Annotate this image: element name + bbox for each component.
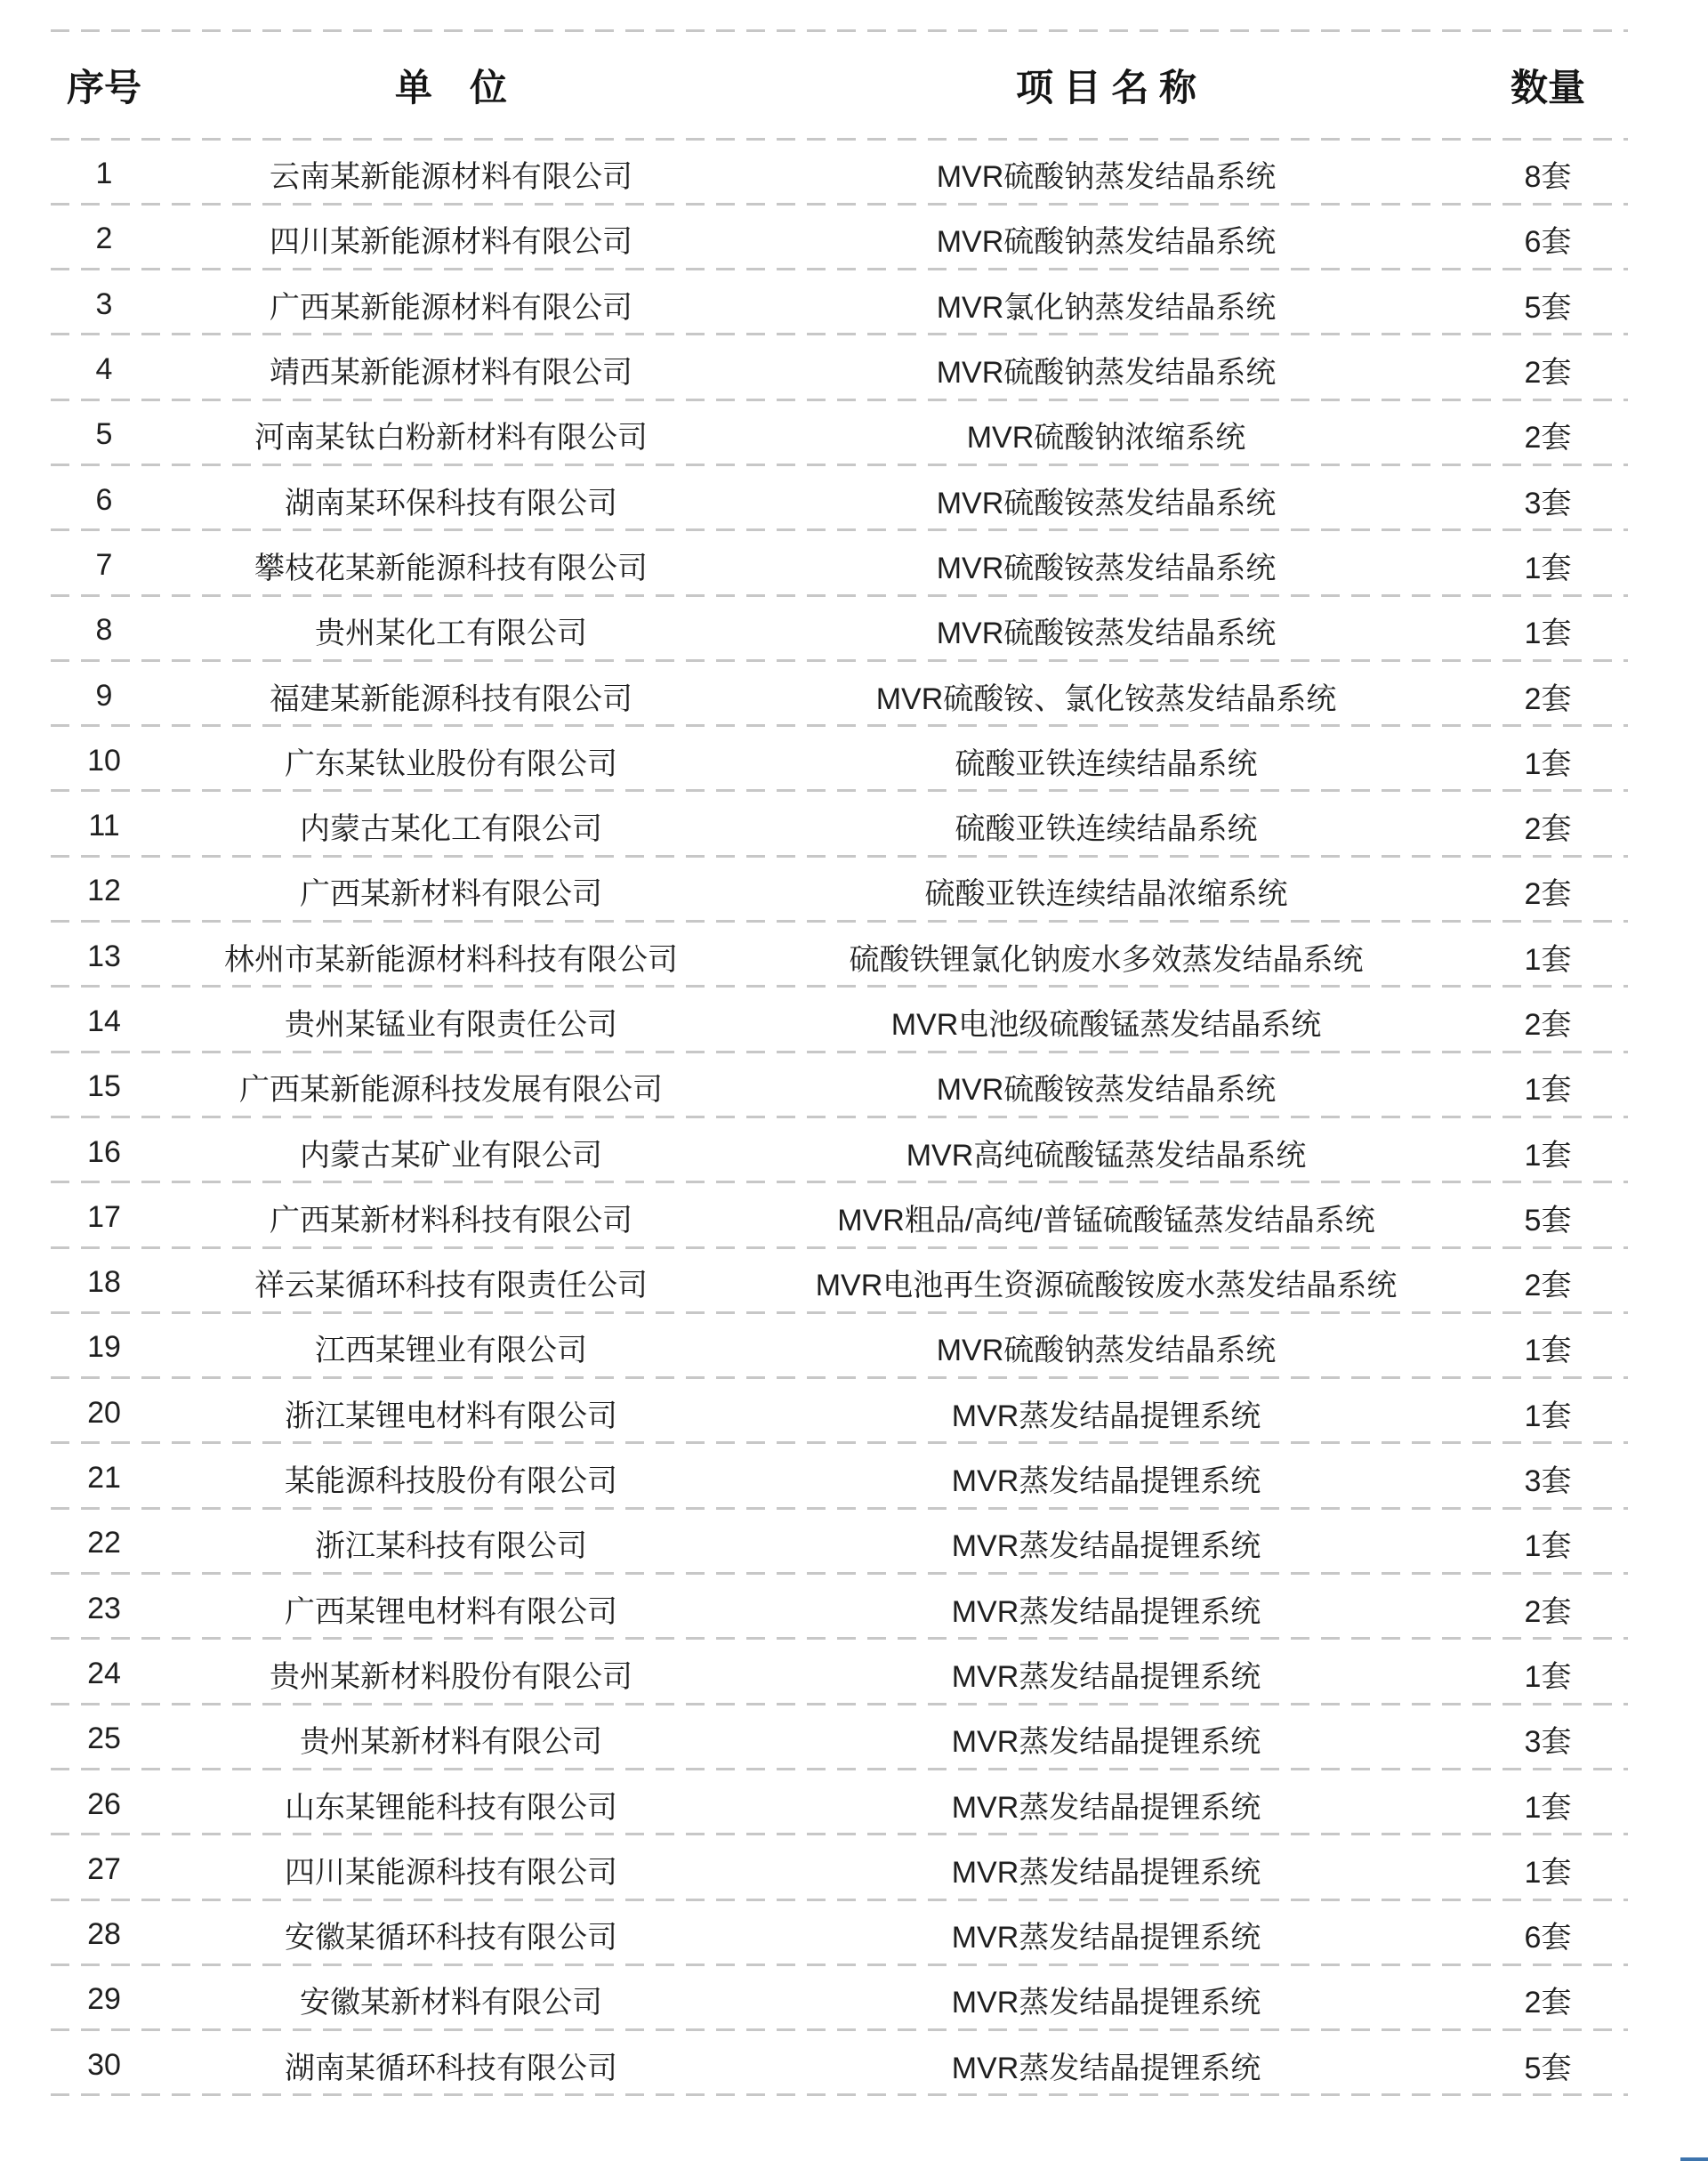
- cell-quantity: 2套: [1524, 1986, 1572, 2020]
- cell-company: 广西某锂电材料有限公司: [285, 1594, 617, 1629]
- cell-quantity: 8套: [1524, 160, 1572, 195]
- table-row: [51, 1052, 1628, 1117]
- table-row: [51, 335, 1628, 399]
- table-row: [51, 987, 1628, 1052]
- cell-company: 湖南某环保科技有限公司: [285, 486, 617, 520]
- table-row: [51, 922, 1628, 987]
- cell-company: 四川某能源科技有限公司: [285, 1855, 617, 1890]
- table-row: [51, 1834, 1628, 1899]
- cell-company: 广西某新材料有限公司: [300, 877, 602, 912]
- table-row: [51, 1312, 1628, 1377]
- table-row: [51, 1704, 1628, 1769]
- table-row: [51, 1247, 1628, 1312]
- cell-project: MVR硫酸铵蒸发结晶系统: [936, 486, 1277, 520]
- cell-company: 云南某新能源材料有限公司: [270, 160, 632, 195]
- table-row: [51, 660, 1628, 725]
- cell-quantity: 1套: [1524, 617, 1572, 651]
- cell-index: 13: [87, 939, 121, 973]
- cell-quantity: 3套: [1524, 486, 1572, 520]
- cell-quantity: 6套: [1524, 1921, 1572, 1955]
- cell-project: MVR硫酸钠蒸发结晶系统: [936, 225, 1277, 260]
- cell-project: MVR蒸发结晶提锂系统: [951, 1986, 1261, 2020]
- column-header-company: 单 位: [394, 67, 507, 109]
- cell-company: 贵州某化工有限公司: [315, 617, 587, 651]
- cell-quantity: 2套: [1524, 1594, 1572, 1629]
- cell-quantity: 1套: [1524, 1855, 1572, 1890]
- cell-company: 浙江某科技有限公司: [315, 1529, 587, 1564]
- cell-quantity: 1套: [1524, 1529, 1572, 1564]
- cell-index: 14: [87, 1004, 121, 1038]
- cell-index: 28: [87, 1917, 121, 1952]
- table-row: [51, 595, 1628, 660]
- cell-project: 硫酸亚铁连续结晶系统: [955, 812, 1258, 847]
- cell-quantity: 1套: [1524, 942, 1572, 977]
- cell-quantity: 2套: [1524, 812, 1572, 847]
- cell-company: 某能源科技股份有限公司: [285, 1464, 617, 1499]
- cell-index: 17: [87, 1199, 121, 1234]
- cell-project: MVR蒸发结晶提锂系统: [951, 1594, 1261, 1629]
- cell-index: 11: [88, 809, 120, 843]
- table-row: [51, 1574, 1628, 1639]
- table-row: [51, 530, 1628, 595]
- cell-quantity: 1套: [1524, 1138, 1572, 1173]
- cell-company: 靖西某新能源材料有限公司: [270, 356, 632, 391]
- table-row: [51, 791, 1628, 856]
- cell-project: MVR硫酸铵、氯化铵蒸发结晶系统: [875, 681, 1337, 716]
- cell-project: MVR硫酸钠蒸发结晶系统: [936, 356, 1277, 391]
- cell-company: 江西某锂业有限公司: [315, 1334, 587, 1368]
- cell-index: 9: [95, 678, 113, 713]
- cell-index: 4: [95, 352, 113, 387]
- cell-project: 硫酸亚铁连续结晶浓缩系统: [924, 877, 1288, 912]
- cell-quantity: 3套: [1524, 1725, 1572, 1760]
- table-row: [51, 1117, 1628, 1181]
- column-header-index: 序号: [66, 67, 141, 109]
- cell-quantity: 1套: [1524, 1790, 1572, 1825]
- cell-project: MVR硫酸钠浓缩系统: [966, 421, 1246, 456]
- table-row: [51, 1443, 1628, 1508]
- cell-company: 林州市某新能源材料科技有限公司: [224, 942, 678, 977]
- cell-company: 内蒙古某化工有限公司: [300, 812, 602, 847]
- cell-project: MVR硫酸铵蒸发结晶系统: [936, 1073, 1277, 1108]
- cell-quantity: 2套: [1524, 421, 1572, 456]
- cell-index: 2: [95, 222, 113, 256]
- cell-company: 广西某新能源科技发展有限公司: [239, 1073, 663, 1108]
- cell-project: MVR电池再生资源硫酸铵废水蒸发结晶系统: [815, 1269, 1398, 1303]
- cell-quantity: 6套: [1524, 225, 1572, 260]
- cell-company: 福建某新能源科技有限公司: [270, 681, 632, 716]
- cell-project: MVR蒸发结晶提锂系统: [951, 1855, 1261, 1890]
- table-body: [51, 139, 1628, 2095]
- table-row: [51, 464, 1628, 529]
- cell-company: 安徽某新材料有限公司: [300, 1986, 602, 2020]
- cell-project: MVR高纯硫酸锰蒸发结晶系统: [906, 1138, 1307, 1173]
- cell-company: 广西某新材料科技有限公司: [270, 1203, 632, 1238]
- cell-project: MVR硫酸钠蒸发结晶系统: [936, 160, 1277, 195]
- cell-project: 硫酸亚铁连续结晶系统: [955, 746, 1258, 781]
- cell-quantity: 1套: [1524, 746, 1572, 781]
- cell-company: 广东某钛业股份有限公司: [285, 746, 617, 781]
- cell-quantity: 1套: [1524, 1399, 1572, 1433]
- cell-quantity: 5套: [1524, 2051, 1572, 2085]
- cell-project: MVR蒸发结晶提锂系统: [951, 1529, 1261, 1564]
- cell-index: 18: [87, 1265, 121, 1300]
- cell-project: MVR蒸发结晶提锂系统: [951, 1464, 1261, 1499]
- cell-index: 7: [95, 547, 113, 582]
- cell-project: MVR蒸发结晶提锂系统: [951, 1921, 1261, 1955]
- cell-index: 5: [95, 417, 113, 452]
- cell-index: 15: [87, 1069, 121, 1104]
- table-row: [51, 270, 1628, 335]
- cell-quantity: 2套: [1524, 877, 1572, 912]
- table-row: [51, 1182, 1628, 1247]
- cell-company: 四川某新能源材料有限公司: [270, 225, 632, 260]
- cell-index: 6: [95, 482, 113, 517]
- cell-quantity: 1套: [1524, 1073, 1572, 1108]
- table-header-row: [51, 32, 1628, 139]
- cell-quantity: 2套: [1524, 681, 1572, 716]
- cell-company: 河南某钛白粉新材料有限公司: [254, 421, 648, 456]
- cell-index: 10: [87, 743, 121, 778]
- cell-quantity: 1套: [1524, 1659, 1572, 1694]
- column-header-project: 项 目 名 称: [1015, 67, 1196, 109]
- cell-company: 安徽某循环科技有限公司: [285, 1921, 617, 1955]
- table-row: [51, 1639, 1628, 1704]
- cell-index: 24: [87, 1656, 121, 1690]
- cell-project: MVR蒸发结晶提锂系统: [951, 1790, 1261, 1825]
- column-header-quantity: 数量: [1510, 67, 1585, 109]
- project-reference-table: [51, 29, 1628, 2095]
- cell-quantity: 2套: [1524, 1008, 1572, 1042]
- table-row: [51, 1508, 1628, 1573]
- cell-index: 19: [87, 1330, 121, 1365]
- cell-quantity: 3套: [1524, 1464, 1572, 1499]
- cell-company: 祥云某循环科技有限责任公司: [254, 1269, 648, 1303]
- cell-project: MVR蒸发结晶提锂系统: [951, 1399, 1261, 1433]
- cell-company: 贵州某新材料有限公司: [300, 1725, 602, 1760]
- cell-company: 内蒙古某矿业有限公司: [300, 1138, 602, 1173]
- cell-company: 广西某新能源材料有限公司: [270, 290, 632, 325]
- cell-index: 8: [95, 613, 113, 648]
- cell-project: MVR粗品/高纯/普锰硫酸锰蒸发结晶系统: [837, 1203, 1375, 1238]
- cell-index: 23: [87, 1591, 121, 1625]
- table-row: [51, 139, 1628, 204]
- cell-project: MVR蒸发结晶提锂系统: [951, 1725, 1261, 1760]
- cell-company: 贵州某锰业有限责任公司: [285, 1008, 617, 1042]
- cell-index: 1: [95, 157, 113, 191]
- table-row: [51, 2030, 1628, 2095]
- cell-project: MVR蒸发结晶提锂系统: [951, 1659, 1261, 1694]
- cell-index: 21: [87, 1461, 121, 1496]
- cell-quantity: 5套: [1524, 1203, 1572, 1238]
- cell-quantity: 1套: [1524, 551, 1572, 585]
- cell-quantity: 2套: [1524, 356, 1572, 391]
- cell-index: 25: [87, 1722, 121, 1756]
- cell-project: MVR硫酸钠蒸发结晶系统: [936, 1334, 1277, 1368]
- cell-company: 攀枝花某新能源科技有限公司: [254, 551, 648, 585]
- bottom-right-accent-bar: [1680, 2157, 1708, 2161]
- cell-index: 22: [87, 1526, 121, 1560]
- table-row: [51, 399, 1628, 464]
- cell-project: MVR电池级硫酸锰蒸发结晶系统: [890, 1008, 1322, 1042]
- cell-index: 27: [87, 1851, 121, 1886]
- cell-index: 3: [95, 286, 113, 321]
- cell-index: 26: [87, 1786, 121, 1821]
- cell-index: 20: [87, 1395, 121, 1430]
- cell-project: MVR氯化钠蒸发结晶系统: [936, 290, 1277, 325]
- table-row: [51, 1378, 1628, 1443]
- table-row: [51, 1899, 1628, 1964]
- cell-quantity: 1套: [1524, 1334, 1572, 1368]
- table-row: [51, 1769, 1628, 1834]
- cell-company: 浙江某锂电材料有限公司: [285, 1399, 617, 1433]
- cell-project: MVR蒸发结晶提锂系统: [951, 2051, 1261, 2085]
- cell-company: 湖南某循环科技有限公司: [285, 2051, 617, 2085]
- cell-project: 硫酸铁锂氯化钠废水多效蒸发结晶系统: [849, 942, 1364, 977]
- cell-company: 贵州某新材料股份有限公司: [270, 1659, 632, 1694]
- cell-project: MVR硫酸铵蒸发结晶系统: [936, 617, 1277, 651]
- cell-index: 12: [87, 874, 121, 908]
- table-row: [51, 204, 1628, 269]
- table-row: [51, 856, 1628, 921]
- cell-index: 16: [87, 1134, 121, 1169]
- cell-quantity: 5套: [1524, 290, 1572, 325]
- cell-quantity: 2套: [1524, 1269, 1572, 1303]
- table-row: [51, 726, 1628, 791]
- cell-company: 山东某锂能科技有限公司: [285, 1790, 617, 1825]
- cell-project: MVR硫酸铵蒸发结晶系统: [936, 551, 1277, 585]
- cell-index: 30: [87, 2047, 121, 2082]
- cell-index: 29: [87, 1982, 121, 2017]
- table-row: [51, 1964, 1628, 2029]
